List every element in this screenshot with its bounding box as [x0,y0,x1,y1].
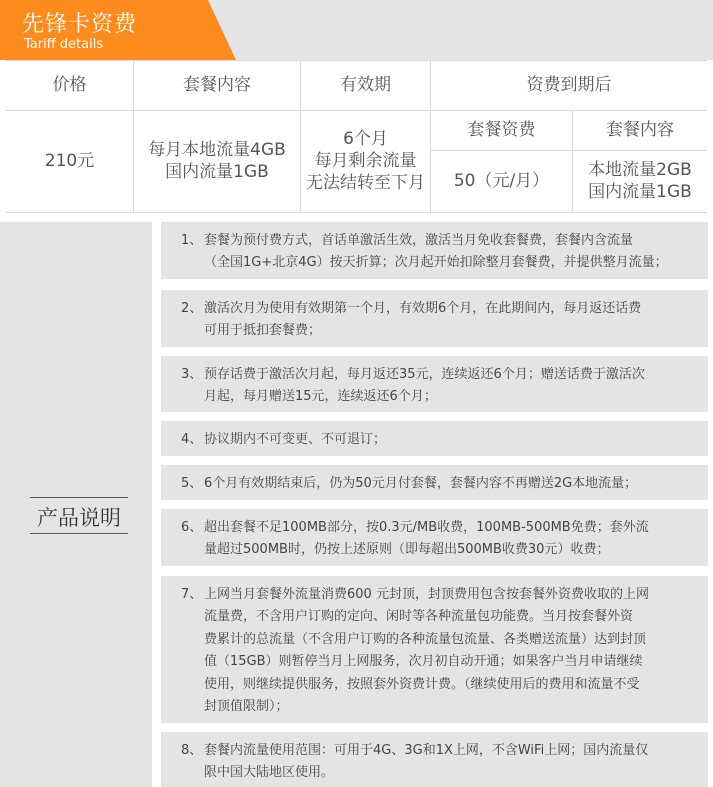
item-line: 激活次月为使用有效期第一个月，有效期6个月，在此期间内，每月返还话费 [204,301,642,316]
tariff-table [0,60,713,213]
item-line: 上网当月套餐外流量消费600 元封顶，封顶费用包含按套餐外资费收取的上网 [204,587,649,602]
header-after-expiry: 资费到期后 [526,75,612,95]
item-line: （全国1G+北京4G）按天折算；次月起开始扣除整月套餐费，并提供整月流量； [204,255,668,271]
label-rule-top [30,497,128,498]
cell-line: 无法结转至下月 [306,173,425,193]
header-bar [0,0,713,60]
subheader-fee: 套餐资费 [467,120,536,140]
item-number: 6、 [181,520,203,535]
description-item-3 [161,356,708,412]
item-number: 2、 [181,301,203,316]
item-number: 8、 [181,743,203,758]
item-line: 套餐为预付费方式，首话单激活生效，激活当月免收套餐费，套餐内含流量 [204,233,634,248]
cell-line: 本地流量2GB [588,160,692,180]
header-validity: 有效期 [340,75,391,95]
item-line: 使用，则继续提供服务，按照套外资费计费。（继续使用后的费用和流量不受 [204,676,640,692]
cell-line: 国内流量1GB [588,182,692,202]
label-rule-bottom [30,533,128,534]
cell-price: 210元 [44,151,95,171]
cell-content [573,150,707,212]
description-item-6 [161,509,708,566]
page-title: 先锋卡资费 [22,12,138,37]
header-package-content: 套餐内容 [183,75,251,95]
cell-package-content [134,110,300,212]
item-line: 月起，每月赠送15元，连续返还6个月； [204,389,437,405]
item-line: 封顶值限制）； [204,699,289,715]
item-line: 预存话费于激活次月起，每月返还35元，连续返还6个月；赠送话费于激活次 [204,367,645,382]
header-price: 价格 [52,75,87,95]
description-item-4 [161,421,708,456]
cell-line: 6个月 [343,129,388,149]
item-line: 可用于抵扣套餐费； [204,323,322,339]
item-line: 超出套餐不足100MB部分，按0.3元/MB收费，100MB-500MB免费；套外流 [204,520,649,535]
item-line: 协议期内不可变更、不可退订； [204,432,387,447]
item-line: 量超过500MB时，仍按上述原则（即每超出500MB收费30元）收费； [204,542,610,558]
description-item-8 [161,732,708,787]
description-item-5 [161,465,708,500]
item-line: 费累计的总流量（不含用户订购的各种流量包流量、各类赠送流量）达到封顶 [204,631,647,647]
subheader-content: 套餐内容 [606,120,674,140]
description-item-2 [161,290,708,347]
item-number: 1、 [181,233,203,248]
item-line: 6个月有效期结束后，仍为50元月付套餐，套餐内容不再赠送2G本地流量； [204,476,638,491]
cell-line: 国内流量1GB [165,162,269,182]
item-number: 3、 [181,367,203,382]
description-item-7 [161,576,708,723]
cell-fee: 50（元/月） [453,171,550,191]
table-border-bottom [6,212,707,213]
item-number: 5、 [181,476,203,491]
cell-validity [301,110,430,212]
description-label: 产品说明 [37,506,121,530]
item-line: 值（15GB）则暂停当月上网服务，次月初自动开通；如果客户当月申请继续 [204,654,643,670]
cell-line: 每月剩余流量 [314,151,417,171]
description-item-1 [161,222,708,279]
page-subtitle: Tariff details [24,37,104,52]
item-line: 限中国大陆地区使用。 [204,765,335,781]
item-line: 流量费，不含用户订购的定向、闲时等各种流量包功能费。当月按套餐外资 [204,609,634,625]
cell-line: 每月本地流量4GB [148,140,286,160]
item-number: 4、 [181,432,203,447]
item-line: 套餐内流量使用范围：可用于4G、3G和1X上网，不含WiFi上网；国内流量仅 [204,743,649,758]
item-number: 7、 [181,587,203,602]
